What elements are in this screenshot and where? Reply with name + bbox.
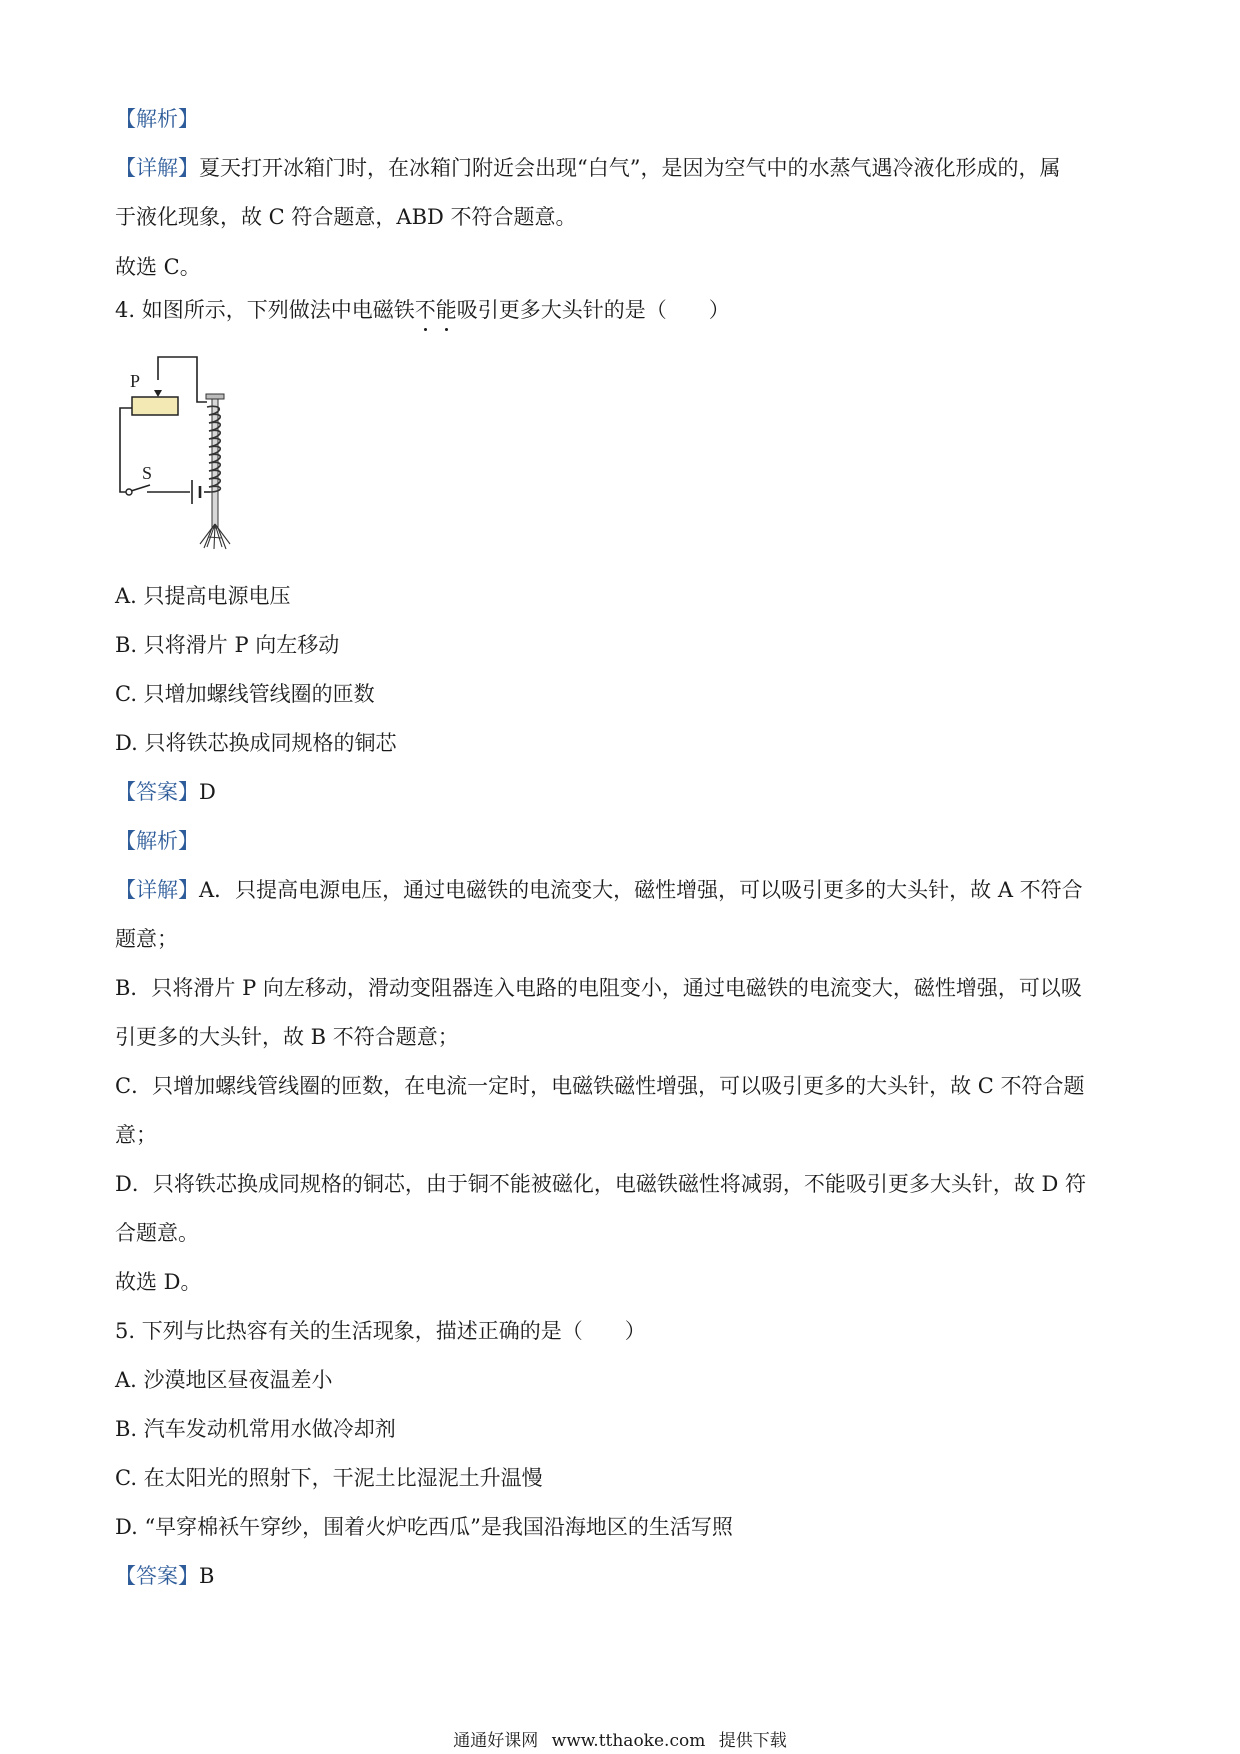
q4-detail-line-6: 意； bbox=[115, 1123, 157, 1147]
electromagnet-circuit-figure bbox=[112, 352, 252, 552]
q4-option-a: A. 只提高电源电压 bbox=[115, 584, 291, 608]
q4-detail-line-3: B．只将滑片 P 向左移动，滑动变阻器连入电路的电阻变小，通过电磁铁的电流变大，磁性增强，可以吸 bbox=[115, 976, 1082, 1000]
q4-answer-value: D bbox=[199, 780, 216, 804]
q4-option-b: B. 只将滑片 P 向左移动 bbox=[115, 633, 340, 657]
q4-detail-line-2: 题意； bbox=[115, 927, 178, 951]
q4-answer-tag: 【答案】 bbox=[115, 780, 199, 804]
q4-stem bbox=[115, 295, 1125, 325]
q4-detail-tag: 【详解】 bbox=[115, 878, 199, 902]
q5-option-b: B. 汽车发动机常用水做冷却剂 bbox=[115, 1417, 396, 1441]
q3-detail-line-1 bbox=[115, 153, 1125, 183]
circuit-wire-left bbox=[120, 408, 132, 492]
q4-stem-emphasis-2: 能 bbox=[436, 295, 457, 325]
q4-stem-emphasis-1: 不 bbox=[415, 295, 436, 325]
q4-stem-after: 吸引更多大头针的是（ ） bbox=[456, 298, 730, 322]
q5-answer bbox=[115, 1561, 1125, 1591]
q3-detail-text-1: 夏天打开冰箱门时，在冰箱门附近会出现“白气”，是因为空气中的水蒸气遇冷液化形成的，属 bbox=[199, 156, 1061, 180]
switch-blade bbox=[131, 485, 150, 491]
q4-stem-before: 4. 如图所示，下列做法中电磁铁 bbox=[115, 298, 415, 322]
q3-analysis-tag: 【解析】 bbox=[115, 107, 199, 131]
q5-option-a: A. 沙漠地区昼夜温差小 bbox=[115, 1368, 333, 1392]
q4-option-d: D. 只将铁芯换成同规格的铜芯 bbox=[115, 731, 397, 755]
page-footer bbox=[0, 1726, 1240, 1751]
footer-note: 提供下载 bbox=[718, 1731, 787, 1751]
q4-detail-line-7: D．只将铁芯换成同规格的铜芯，由于铜不能被磁化，电磁铁磁性将减弱，不能吸引更多大头针，故 D 符 bbox=[115, 1172, 1087, 1196]
q5-option-c: C. 在太阳光的照射下，干泥土比湿泥土升温慢 bbox=[115, 1466, 543, 1490]
circuit-wire-top bbox=[158, 357, 207, 402]
q4-detail-text-1: A．只提高电源电压，通过电磁铁的电流变大，磁性增强，可以吸引更多的大头针，故 A 不符合 bbox=[199, 878, 1083, 902]
q4-conclusion: 故选 D。 bbox=[115, 1270, 202, 1294]
q4-answer bbox=[115, 777, 1125, 807]
q4-detail-line-1 bbox=[115, 875, 1125, 905]
pins-cluster bbox=[200, 524, 230, 549]
rheostat bbox=[132, 397, 178, 415]
footer-site-name: 通通好课网 bbox=[453, 1731, 539, 1751]
q5-option-d: D. “早穿棉袄午穿纱，围着火炉吃西瓜”是我国沿海地区的生活写照 bbox=[115, 1515, 733, 1539]
q4-analysis-tag: 【解析】 bbox=[115, 829, 199, 853]
q3-detail-line-2: 于液化现象，故 C 符合题意，ABD 不符合题意。 bbox=[115, 205, 577, 229]
q5-answer-value: B bbox=[199, 1564, 215, 1588]
q5-answer-tag: 【答案】 bbox=[115, 1564, 199, 1588]
q4-option-c: C. 只增加螺线管线圈的匝数 bbox=[115, 682, 375, 706]
switch-pivot bbox=[126, 489, 132, 495]
q5-stem: 5. 下列与比热容有关的生活现象，描述正确的是（ ） bbox=[115, 1319, 646, 1343]
q3-conclusion: 故选 C。 bbox=[115, 255, 201, 279]
nail-head bbox=[206, 394, 224, 399]
q4-detail-line-4: 引更多的大头针，故 B 不符合题意； bbox=[115, 1025, 459, 1049]
q4-detail-line-5: C．只增加螺线管线圈的匝数，在电流一定时，电磁铁磁性增强，可以吸引更多的大头针，故 C 不符合题 bbox=[115, 1074, 1085, 1098]
label-s: S bbox=[142, 463, 153, 483]
label-p: P bbox=[130, 371, 141, 391]
q3-detail-tag: 【详解】 bbox=[115, 156, 199, 180]
slider-arrow bbox=[154, 390, 162, 397]
footer-url[interactable]: www.tthaoke.com bbox=[551, 1731, 706, 1751]
q4-detail-line-8: 合题意。 bbox=[115, 1221, 199, 1245]
